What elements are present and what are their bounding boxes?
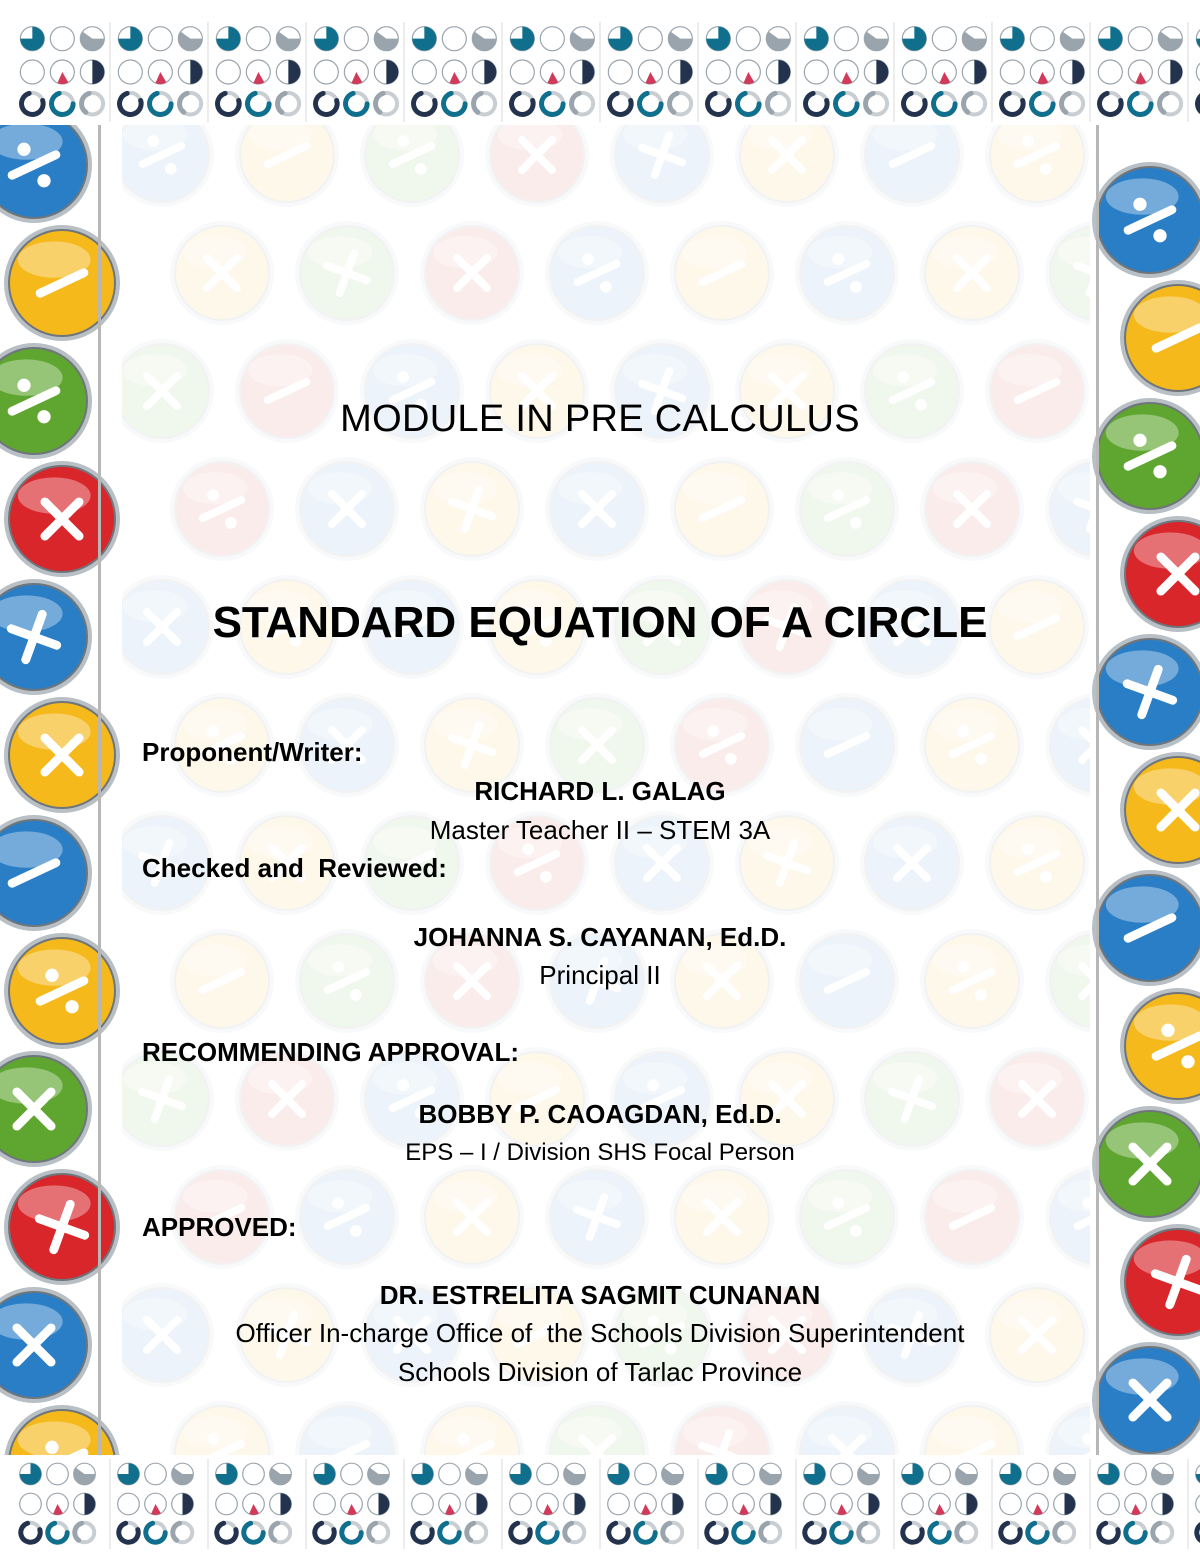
writer-role: Master Teacher II – STEM 3A (429, 815, 771, 845)
module-title: MODULE IN PRE CALCULUS (340, 398, 860, 440)
approved-role-office: Officer In-charge Office of the Schools Division Superintendent (235, 1318, 965, 1348)
reviewer-role: Principal II (539, 960, 661, 990)
recommending-name: BOBBY P. CAOAGDAN, Ed.D. (418, 1099, 782, 1129)
approved-role-division: Schools Division of Tarlac Province (397, 1357, 803, 1387)
recommending-role: EPS – I / Division SHS Focal Person (405, 1139, 795, 1166)
approved-name: DR. ESTRELITA SAGMIT CUNANAN (379, 1280, 821, 1310)
reviewer-label: Checked and Reviewed: (142, 853, 447, 883)
bottom-fraction-circle-border (0, 1455, 1200, 1553)
writer-label: Proponent/Writer: (142, 737, 363, 767)
recommending-label: RECOMMENDING APPROVAL: (142, 1037, 519, 1067)
reviewer-name: JOHANNA S. CAYANAN, Ed.D. (413, 922, 787, 952)
top-fraction-circle-border (0, 0, 1200, 125)
writer-name: RICHARD L. GALAG (474, 776, 726, 806)
approved-label: APPROVED: (142, 1212, 297, 1242)
lesson-title: STANDARD EQUATION OF A CIRCLE (212, 598, 988, 647)
